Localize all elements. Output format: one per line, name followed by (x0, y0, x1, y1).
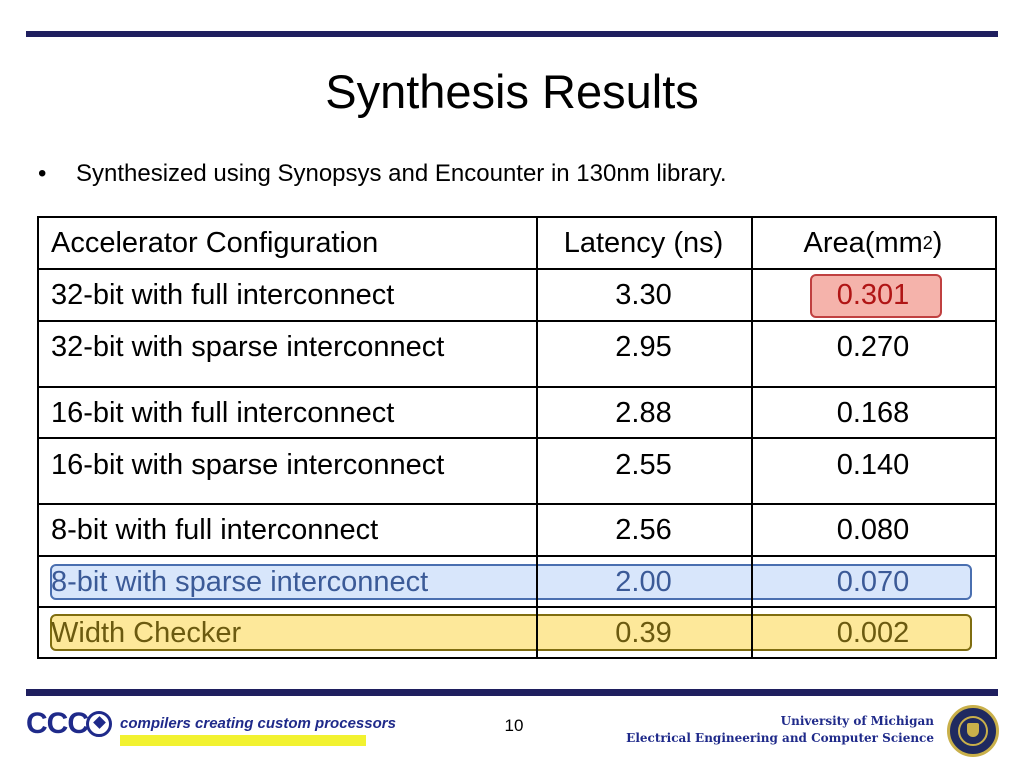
tagline-text: compilers creating custom processors (120, 715, 396, 732)
department-name: Electrical Engineering and Computer Science (626, 731, 934, 745)
table-header-row (39, 218, 995, 268)
row-area: 0.140 (836, 448, 910, 481)
row-latency: 2.88 (615, 396, 672, 429)
bullet-item (38, 158, 727, 190)
ccc-logo-text: CCC (26, 707, 88, 740)
ccc-logo (26, 707, 396, 741)
row-latency: 2.56 (615, 513, 672, 546)
table-divider (39, 555, 995, 557)
table-divider (39, 386, 995, 388)
row-config: 32-bit with sparse interconnect (51, 330, 445, 363)
slide-title: Synthesis Results (325, 65, 699, 118)
page-number: 10 (504, 716, 524, 735)
table-divider (39, 320, 995, 322)
table-row (39, 321, 995, 373)
bullet-dot: • (38, 160, 47, 187)
table-row (39, 557, 995, 607)
table-row (39, 608, 995, 658)
row-area: 0.301 (836, 278, 910, 311)
row-area: 0.080 (836, 513, 910, 546)
university-block (626, 713, 934, 747)
row-config: 32-bit with full interconnect (51, 278, 395, 311)
row-area: 0.270 (836, 330, 910, 363)
row-latency: 2.00 (615, 565, 672, 598)
header-latency: Latency (ns) (563, 226, 724, 259)
header-area-suffix: ) (932, 226, 943, 259)
tagline-block (120, 715, 396, 733)
bullet-text: Synthesized using Synopsys and Encounter in 130nm library. (76, 160, 727, 187)
header-area (751, 218, 995, 268)
column-divider (751, 218, 753, 657)
table-divider (39, 437, 995, 439)
row-latency: 0.39 (615, 616, 672, 649)
bottom-rule (26, 689, 998, 696)
row-config: Width Checker (51, 616, 242, 649)
row-area: 0.070 (836, 565, 910, 598)
column-divider (536, 218, 538, 657)
row-config: 8-bit with full interconnect (51, 513, 379, 546)
table-divider (39, 606, 995, 608)
table-divider (39, 503, 995, 505)
table-row (39, 505, 995, 555)
row-config: 8-bit with sparse interconnect (51, 565, 429, 598)
row-area: 0.168 (836, 396, 910, 429)
university-seal-icon (947, 705, 999, 757)
table-divider (39, 268, 995, 270)
table-row (39, 439, 995, 491)
row-latency: 2.55 (615, 448, 672, 481)
header-area-sup: 2 (922, 232, 933, 253)
row-area: 0.002 (836, 616, 910, 649)
top-rule (26, 31, 998, 37)
header-config: Accelerator Configuration (51, 226, 379, 259)
university-name: University of Michigan (780, 714, 934, 728)
tagline-highlight-bar (120, 735, 366, 746)
row-latency: 3.30 (615, 278, 672, 311)
table-row (39, 270, 995, 320)
ccc-logo-icon (86, 711, 112, 737)
table-row (39, 388, 995, 438)
row-config: 16-bit with sparse interconnect (51, 448, 445, 481)
results-table (37, 216, 997, 659)
row-latency: 2.95 (615, 330, 672, 363)
header-area-prefix: Area(mm (803, 226, 923, 259)
row-config: 16-bit with full interconnect (51, 396, 395, 429)
